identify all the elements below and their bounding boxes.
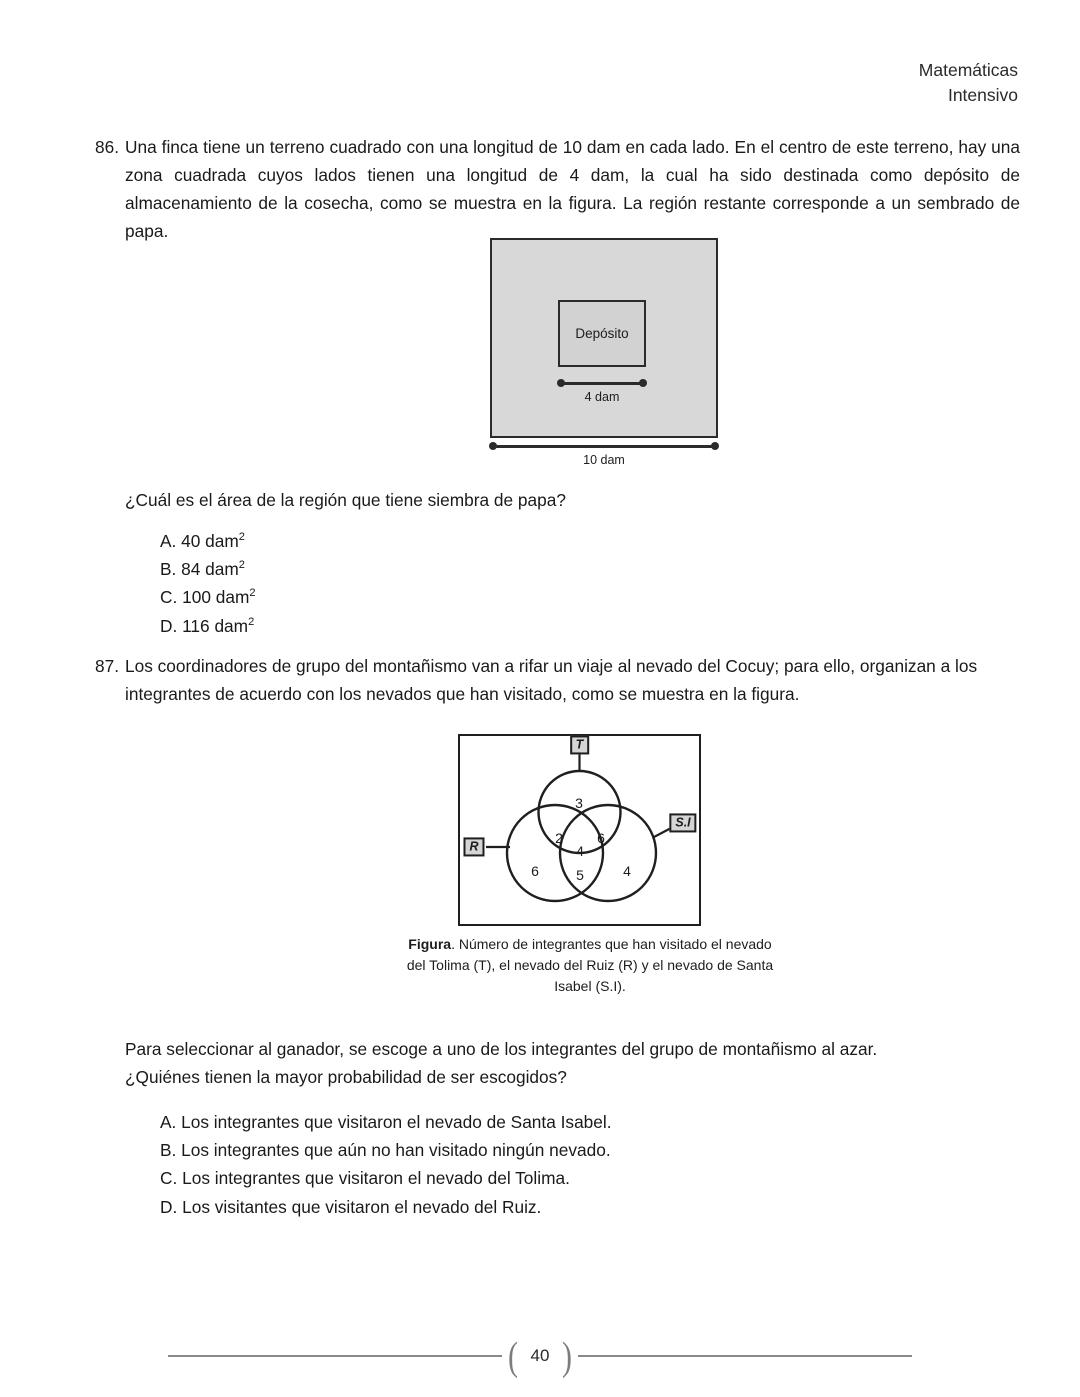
figure-square-plot xyxy=(490,238,718,467)
question-87-options xyxy=(160,1108,612,1221)
brace-right-icon: ) xyxy=(562,1333,572,1379)
measure-10dam-label: 10 dam xyxy=(583,453,625,467)
option-d-exponent: 2 xyxy=(248,615,255,628)
figure-caption-label: Figura xyxy=(408,936,452,952)
outer-square xyxy=(490,238,718,438)
measure-10dam-line xyxy=(490,445,718,448)
measure-4dam xyxy=(558,377,646,404)
option-a[interactable] xyxy=(160,527,256,555)
question-87-prompt-line2: ¿Quiénes tienen la mayor probabilidad de ser escogidos? xyxy=(125,1067,567,1088)
brace-left-icon: ( xyxy=(508,1333,518,1379)
question-87-prompt-line1: Para seleccionar al ganador, se escoge a uno de los integrantes del grupo de montañismo al azar. xyxy=(125,1039,878,1059)
option-c-letter: C. xyxy=(160,1168,178,1189)
option-b[interactable] xyxy=(160,555,256,583)
option-d-letter: D. xyxy=(160,615,178,636)
footer-rule-left xyxy=(168,1355,502,1357)
venn-region-r-and-si: 5 xyxy=(576,867,584,883)
footer-page-block xyxy=(502,1333,578,1379)
question-86-options xyxy=(160,527,256,640)
option-c-letter: C. xyxy=(160,587,178,608)
page-header xyxy=(919,58,1018,109)
venn-region-center: 4 xyxy=(576,843,584,859)
option-d-letter: D. xyxy=(160,1196,178,1217)
figure-caption-text: . Número de integrantes que han visitado el nevado del Tolima (T), el nevado del Ruiz (R) y el nevado de Santa Isabel (S.I). xyxy=(406,936,774,994)
measure-10dam-dot-left xyxy=(489,442,497,450)
option-b-exponent: 2 xyxy=(238,559,245,572)
figure-caption xyxy=(400,934,780,997)
option-c-exponent: 2 xyxy=(249,587,256,600)
venn-circles xyxy=(458,734,701,926)
option-b[interactable] xyxy=(160,1136,612,1164)
option-d-text: Los visitantes que visitaron el nevado del Ruiz. xyxy=(182,1196,542,1217)
option-b-text: Los integrantes que aún no han visitado ningún nevado. xyxy=(181,1140,611,1161)
option-c-text: 100 dam xyxy=(182,587,250,608)
option-d[interactable] xyxy=(160,1193,612,1221)
option-a[interactable] xyxy=(160,1108,612,1136)
inner-square-deposito xyxy=(558,300,646,367)
option-a-text: Los integrantes que visitaron el nevado de Santa Isabel. xyxy=(181,1112,612,1132)
option-a-exponent: 2 xyxy=(238,531,245,544)
measure-4dam-dot-left xyxy=(557,379,565,387)
venn-region-r-only: 6 xyxy=(531,863,539,879)
page-number: 40 xyxy=(530,1346,550,1365)
venn-tag-santa-isabel: S.I xyxy=(669,813,696,832)
question-86 xyxy=(95,133,1020,245)
option-b-text: 84 dam xyxy=(181,559,239,580)
venn-tag-ruiz: R xyxy=(463,837,484,856)
option-c[interactable] xyxy=(160,1164,612,1192)
measure-4dam-dot-right xyxy=(639,379,647,387)
measure-10dam xyxy=(490,440,718,467)
deposito-label: Depósito xyxy=(575,326,629,341)
option-d[interactable] xyxy=(160,612,256,640)
question-87-prompt xyxy=(125,1035,1025,1091)
option-b-letter: B. xyxy=(160,1140,177,1161)
page-footer xyxy=(0,1333,1080,1379)
option-a-letter: A. xyxy=(160,531,177,551)
option-c[interactable] xyxy=(160,583,256,611)
figure-venn-diagram xyxy=(458,734,701,926)
venn-region-t-only: 3 xyxy=(575,795,583,811)
option-b-letter: B. xyxy=(160,559,177,580)
question-87-number: 87. xyxy=(95,656,120,676)
venn-tag-tolima: T xyxy=(570,735,590,754)
measure-10dam-dot-right xyxy=(711,442,719,450)
venn-region-t-and-r: 2 xyxy=(555,830,563,846)
venn-region-t-and-si: 6 xyxy=(597,830,605,846)
option-d-text: 116 dam xyxy=(182,615,249,636)
footer-rule-right xyxy=(578,1355,912,1357)
measure-4dam-label: 4 dam xyxy=(584,390,620,404)
question-87-text: Los coordinadores de grupo del montañismo van a rifar un viaje al nevado del Cocuy; para ello, organizan a los integrantes de acuerdo con los nevados que han visitado, como se muestra en la figura. xyxy=(125,656,978,705)
question-87 xyxy=(95,652,1020,708)
question-86-number: 86. xyxy=(95,137,120,157)
venn-region-si-only: 4 xyxy=(623,863,631,879)
header-modality: Intensivo xyxy=(947,85,1018,106)
option-a-text: 40 dam xyxy=(181,531,239,551)
header-subject: Matemáticas xyxy=(918,60,1018,80)
option-c-text: Los integrantes que visitaron el nevado del Tolima. xyxy=(182,1168,570,1189)
question-86-text: Una finca tiene un terreno cuadrado con una longitud de 10 dam en cada lado. En el centro de este terreno, hay una zona cuadrada cuyos lados tienen una longitud de 4 dam, la cual ha sido destinada como depósito de almacenamiento de la cosecha, como se muestra en la figura. La región restante corresponde a un sembrado de papa. xyxy=(125,137,1020,242)
question-86-prompt: ¿Cuál es el área de la región que tiene siembra de papa? xyxy=(125,490,566,510)
option-a-letter: A. xyxy=(160,1112,177,1132)
measure-4dam-line xyxy=(558,382,646,385)
